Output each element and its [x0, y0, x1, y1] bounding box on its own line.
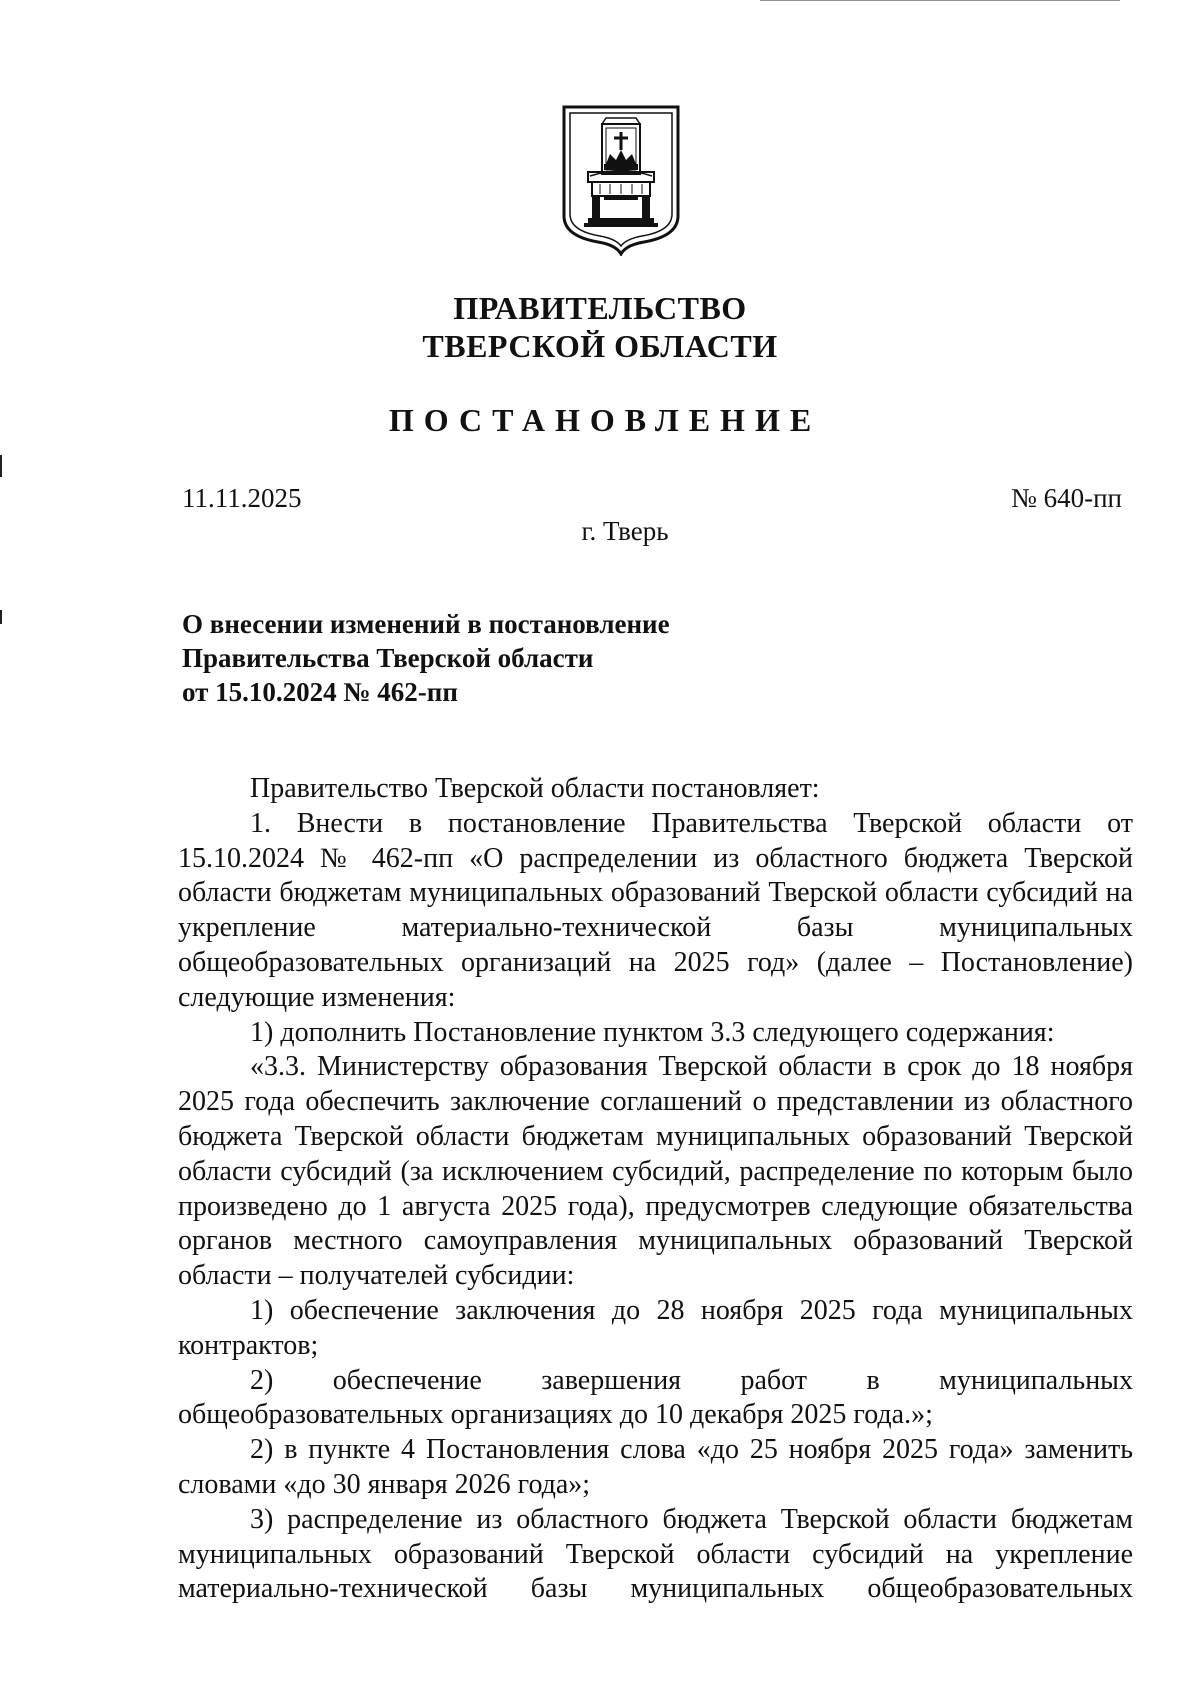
- body-paragraph-subitem-2: 2) в пункте 4 Постановления слова «до 25 ноября 2025 года» заменить словами «до 30 января 2026 года»;: [178, 1434, 1133, 1500]
- subject-line-3: от 15.10.2024 № 462-пп: [182, 677, 458, 707]
- document-date: 11.11.2025: [182, 483, 302, 513]
- document-number: № 640-пп: [1011, 483, 1122, 513]
- body-paragraph-clause-3-3-1: 1) обеспечение заключения до 28 ноября 2025 года муниципальных контрактов;: [178, 1294, 1133, 1361]
- coat-of-arms-emblem: [560, 104, 682, 256]
- government-name-line2: ТВЕРСКОЙ ОБЛАСТИ: [422, 328, 778, 364]
- body-paragraph-preamble: Правительство Тверской области постановляет:: [250, 773, 820, 804]
- document-subject: [182, 607, 670, 709]
- government-name-line1: ПРАВИТЕЛЬСТВО: [453, 290, 747, 326]
- subject-line-2: Правительства Тверской области: [182, 643, 594, 673]
- document-body: [178, 772, 1133, 1607]
- document-type-title: ПОСТАНОВЛЕНИЕ: [388, 402, 822, 438]
- body-paragraph-subitem-1: 1) дополнить Постановление пунктом 3.3 следующего содержания:: [250, 1016, 1055, 1048]
- body-paragraph-subitem-3: 3) распределение из областного бюджета Тверской области бюджетам муниципальных образований Тверской области субсидий на укрепление материально-технической базы муниципальных общеобразовательных: [178, 1503, 1133, 1605]
- subject-line-1: О внесении изменений в постановление: [182, 609, 670, 639]
- document-city: г. Тверь: [581, 516, 669, 546]
- body-paragraph-item-1: 1. Внести в постановление Правительства Тверской области от 15.10.2024 № 462-пп «О распределении из областного бюджета Тверской области бюджетам муниципальных образований Тверской области субсидий на укрепление материально-технической базы муниципальных общеобразовательных организаций на 2025 год» (далее – Постановление) следующие изменения:: [178, 807, 1133, 1013]
- throne-crown-emblem-icon: [560, 104, 682, 256]
- scan-edge-mark: [0, 455, 2, 477]
- body-paragraph-clause-3-3: «3.3. Министерству образования Тверской области в срок до 18 ноября 2025 года обеспечить заключение соглашений о представлении из областного бюджета Тверской области бюджетам муниципальных образований Тверской области субсидий (за исключением субсидий, распределение по которым было произведено до 1 августа 2025 года), предусмотрев следующие обязательства органов местного самоуправления муниципальных образований Тверской области – получателей субсидии:: [178, 1051, 1133, 1292]
- body-paragraph-clause-3-3-2: 2) обеспечение завершения работ в муниципальных общеобразовательных организациях до 10 декабря 2025 года.»;: [178, 1364, 1133, 1431]
- scan-edge-mark: [760, 0, 1120, 1]
- scan-edge-mark: [0, 610, 2, 624]
